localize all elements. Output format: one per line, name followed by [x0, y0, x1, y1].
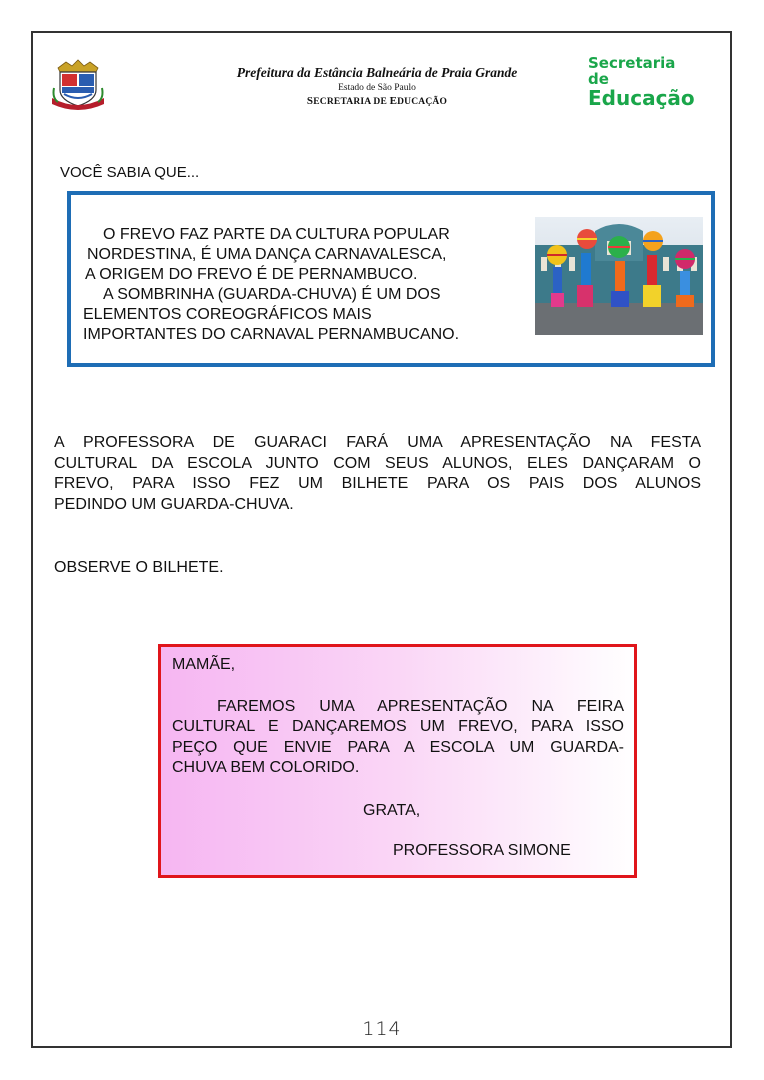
section-title: VOCÊ SABIA QUE... [60, 164, 200, 181]
page-number: 114 [362, 1018, 402, 1040]
paragraph-line: A PROFESSORA DE GUARACI FARÁ UMA APRESENTAÇÃO NA FESTA [54, 434, 701, 451]
header-department-word-1: ECRETARIA DE [313, 97, 390, 107]
note-line: PEÇO QUE ENVIE PARA A ESCOLA UM GUARDA- [172, 738, 624, 756]
paragraph-line: PEDINDO UM GUARDA-CHUVA. [54, 495, 294, 513]
header-department-initial-2: E [389, 95, 398, 107]
header-state: Estado de São Paulo [338, 83, 416, 93]
note-greeting: MAMÃE, [172, 656, 236, 673]
header-department-initial-1: S [306, 95, 314, 107]
header-department-word-2: DUCAÇÃO [397, 97, 448, 107]
info-line: ELEMENTOS COREOGRÁFICOS MAIS [83, 306, 372, 323]
instruction-text: OBSERVE O BILHETE. [54, 559, 224, 576]
note-card [158, 644, 637, 878]
note-line: FAREMOS UMA APRESENTAÇÃO NA FEIRA [217, 697, 624, 715]
info-line: NORDESTINA, É UMA DANÇA CARNAVALESCA, [87, 246, 447, 263]
page-border [31, 31, 732, 1048]
info-line: A SOMBRINHA (GUARDA-CHUVA) É UM DOS [103, 286, 441, 303]
header-institution [200, 64, 554, 109]
info-box [67, 191, 715, 367]
header-department [200, 94, 554, 109]
info-line: A ORIGEM DO FREVO É DE PERNAMBUCO. [85, 266, 418, 283]
info-line: IMPORTANTES DO CARNAVAL PERNAMBUCANO. [83, 326, 460, 343]
info-line: O FREVO FAZ PARTE DA CULTURA POPULAR [103, 226, 450, 243]
note-signature: PROFESSORA SIMONE [393, 842, 571, 859]
logo-line-2: Educação [588, 86, 695, 110]
logo-line-1: Secretaria de [588, 54, 676, 88]
frevo-dancers-photo [535, 217, 703, 335]
info-text [83, 225, 513, 345]
secretaria-educacao-logo [588, 55, 698, 109]
note-body [172, 655, 624, 779]
note-line: CULTURAL E DANÇAREMOS UM FREVO, PARA ISSO [172, 718, 624, 735]
paragraph-line: FREVO, PARA ISSO FEZ UM BILHETE PARA OS PAIS DOS ALUNOS [54, 475, 701, 492]
header-title: Prefeitura da Estância Balneária de Praia Grande [236, 65, 518, 80]
note-closing: GRATA, [363, 802, 421, 819]
intro-paragraph [54, 433, 701, 515]
paragraph-line: CULTURAL DA ESCOLA JUNTO COM SEUS ALUNOS, ELES DANÇARAM O [54, 454, 701, 472]
note-line: CHUVA BEM COLORIDO. [172, 759, 360, 776]
municipal-crest-icon [50, 58, 106, 110]
